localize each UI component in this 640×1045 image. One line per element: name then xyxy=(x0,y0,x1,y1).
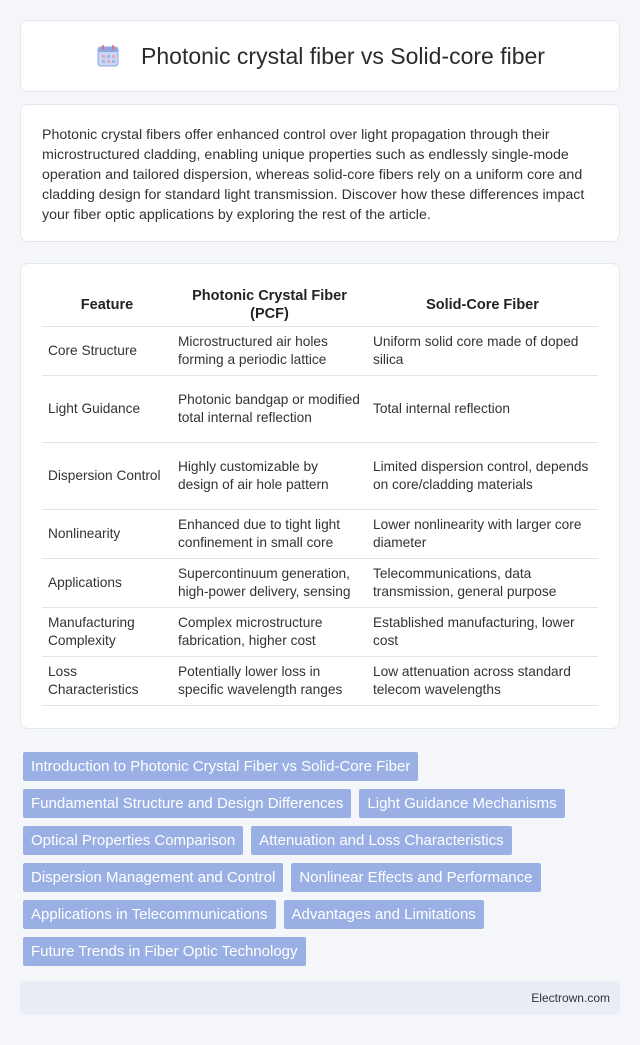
table-row xyxy=(42,656,598,705)
topic-link[interactable]: Light Guidance Mechanisms xyxy=(359,789,564,818)
topic-link[interactable]: Nonlinear Effects and Performance xyxy=(291,863,540,892)
feature-cell: Core Structure xyxy=(42,326,172,375)
header-solid-core: Solid-Core Fiber xyxy=(367,284,598,326)
footer-site-name: Electrown.com xyxy=(531,991,610,1005)
topic-link[interactable]: Future Trends in Fiber Optic Technology xyxy=(23,937,306,966)
table-row xyxy=(42,607,598,656)
pcf-cell: Highly customizable by design of air hole pattern xyxy=(172,442,367,509)
topic-link[interactable]: Applications in Telecommunications xyxy=(23,900,276,929)
pcf-cell: Photonic bandgap or modified total internal reflection xyxy=(172,375,367,442)
solid-core-cell: Total internal reflection xyxy=(367,375,598,442)
topic-link[interactable]: Dispersion Management and Control xyxy=(23,863,283,892)
footer xyxy=(20,981,620,1015)
pcf-cell: Enhanced due to tight light confinement in small core xyxy=(172,509,367,558)
feature-cell: Nonlinearity xyxy=(42,509,172,558)
feature-cell: Dispersion Control xyxy=(42,442,172,509)
topic-link[interactable]: Introduction to Photonic Crystal Fiber vs Solid-Core Fiber xyxy=(23,752,418,781)
topic-link[interactable]: Optical Properties Comparison xyxy=(23,826,243,855)
table-row xyxy=(42,326,598,375)
feature-cell: Loss Characteristics xyxy=(42,656,172,705)
table-row xyxy=(42,558,598,607)
pcf-cell: Complex microstructure fabrication, higher cost xyxy=(172,607,367,656)
solid-core-cell: Low attenuation across standard telecom wavelengths xyxy=(367,656,598,705)
topic-link[interactable]: Fundamental Structure and Design Differences xyxy=(23,789,351,818)
solid-core-cell: Limited dispersion control, depends on core/cladding materials xyxy=(367,442,598,509)
page-title: Photonic crystal fiber vs Solid-core fiber xyxy=(141,42,545,69)
topic-links xyxy=(23,752,613,966)
comparison-table xyxy=(42,284,598,706)
solid-core-cell: Lower nonlinearity with larger core diameter xyxy=(367,509,598,558)
feature-cell: Applications xyxy=(42,558,172,607)
table-row xyxy=(42,509,598,558)
header-pcf: Photonic Crystal Fiber (PCF) xyxy=(172,284,367,326)
comparison-table-card xyxy=(20,263,620,729)
solid-core-cell: Uniform solid core made of doped silica xyxy=(367,326,598,375)
table-row xyxy=(42,375,598,442)
solid-core-cell: Telecommunications, data transmission, general purpose xyxy=(367,558,598,607)
table-header-row xyxy=(42,284,598,326)
table-row xyxy=(42,442,598,509)
topic-link[interactable]: Advantages and Limitations xyxy=(284,900,484,929)
title-card xyxy=(20,20,620,92)
feature-cell: Manufacturing Complexity xyxy=(42,607,172,656)
calendar-grid-icon xyxy=(95,43,121,69)
pcf-cell: Potentially lower loss in specific wavelength ranges xyxy=(172,656,367,705)
solid-core-cell: Established manufacturing, lower cost xyxy=(367,607,598,656)
pcf-cell: Supercontinuum generation, high-power delivery, sensing xyxy=(172,558,367,607)
feature-cell: Light Guidance xyxy=(42,375,172,442)
topic-link[interactable]: Attenuation and Loss Characteristics xyxy=(251,826,511,855)
intro-card xyxy=(20,104,620,242)
intro-paragraph: Photonic crystal fibers offer enhanced control over light propagation through their microstructured cladding, enabling unique properties such as endlessly single-mode operation and tailored dispersion, whereas solid-core fibers rely on a uniform core and cladding design for standard light transmission. Discover how these differences impact your fiber optic applications by exploring the rest of the article. xyxy=(42,127,585,223)
header-feature: Feature xyxy=(42,284,172,326)
pcf-cell: Microstructured air holes forming a periodic lattice xyxy=(172,326,367,375)
